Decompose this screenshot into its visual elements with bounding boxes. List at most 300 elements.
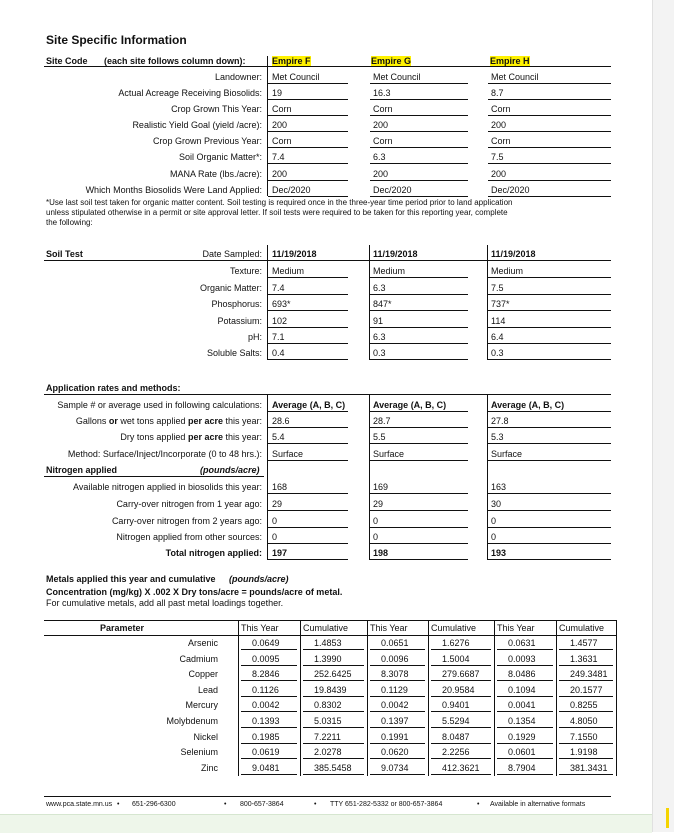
metal-value: 8.0486 [508,669,536,680]
metal-name: Copper [188,669,218,680]
metal-value: 0.0619 [252,747,280,758]
soil-row-label: Texture: [229,266,262,276]
application-value: Surface [373,449,405,459]
soil-row-label: Phosphorus: [211,299,262,309]
metal-value: 0.0651 [381,638,409,648]
metal-value: 2.2256 [442,747,470,758]
site-row-value: 8.7 [491,88,504,98]
row-underline [268,427,348,428]
row-underline [488,359,611,360]
metal-cell-underline [431,680,491,681]
row-underline [488,443,611,444]
metal-value: 1.9198 [570,747,598,758]
row-underline [370,427,468,428]
site-row-value: Dec/2020 [373,185,412,195]
nitrogen-value: 29 [373,499,384,509]
application-row-label [76,416,262,427]
metals-header-parameter: Parameter [100,623,145,633]
column-divider [369,395,370,560]
metal-cell-underline [303,649,364,650]
application-row-label [120,432,262,443]
row-underline [370,493,468,494]
row-underline [268,510,348,511]
row-underline [268,310,348,311]
row-underline [370,99,468,100]
footer-alt-formats: Available in alternative formats [490,801,586,808]
row-underline [268,493,348,494]
metal-cell-underline [370,665,425,666]
metal-value: 0.8255 [570,700,598,711]
column-divider [267,245,268,360]
site-row-value: Corn [491,136,511,146]
row-underline [488,115,611,116]
site-row-label: Realistic Yield Goal (yield /acre): [132,120,262,130]
row-underline [488,147,611,148]
footnote-line: the following: [46,218,93,227]
row-underline [370,83,468,84]
metal-value: 1.3631 [570,653,598,664]
application-row-label: Method: Surface/Inject/Incorporate (0 to 48 hrs.): [67,449,262,459]
site-row-label: Landowner: [214,72,262,82]
metal-cell-underline [241,696,297,697]
metal-value: 0.0649 [252,638,280,648]
row-underline [370,411,468,412]
application-heading: Application rates and methods: [46,383,181,393]
metal-cell-underline [303,727,364,728]
metal-value: 0.1129 [381,684,408,695]
metal-cell-underline [241,680,297,681]
metal-value: 0.8302 [314,700,342,711]
metal-cell-underline [559,711,613,712]
site-name-2: Empire G [371,56,412,66]
metal-value: 0.0042 [381,700,409,711]
application-value: Average (A, B, C) [272,400,346,410]
row-underline [370,543,468,544]
row-underline [488,543,611,544]
metal-value: 8.2846 [252,669,280,680]
footer-separator: • [224,801,227,808]
metal-cell-underline [370,649,425,650]
label-part: per acre [187,416,223,426]
site-code-note: (each site follows column down): [104,56,246,66]
metals-header-cell: This Year [497,623,535,633]
metal-value: 1.4853 [314,638,342,648]
label-part: wet tons applied [117,416,188,426]
metal-value: 0.0631 [508,638,536,648]
metals-header-cell: Cumulative [559,623,605,633]
metal-cell-underline [559,727,613,728]
soil-row-value: 11/19/2018 [373,249,418,259]
metal-value: 8.0487 [442,731,470,742]
row-underline [370,131,468,132]
metal-value: 385.5458 [314,762,352,773]
metal-name: Mercury [185,700,218,711]
footnote-line: unless stipulated otherwise in a permit or site approval letter. If soil tests were required to be taken for this reporting year, complete [46,208,508,217]
row-underline [268,260,348,261]
soil-row-value: 0.4 [272,348,285,358]
metal-cell-underline [559,774,613,775]
metal-name: Nickel [193,731,218,742]
soil-row-value: 7.5 [491,283,504,293]
application-value: 5.5 [373,432,386,442]
soil-row-value: 6.3 [373,283,386,293]
footer-tty: TTY 651-282-5332 or 800-657-3864 [330,801,443,808]
column-divider [487,245,488,360]
nitrogen-value: 193 [491,548,507,558]
vertical-scrollbar[interactable] [652,0,674,832]
row-underline [268,443,348,444]
metal-cell-underline [370,758,425,759]
metal-cell-underline [431,743,491,744]
nitrogen-value: 0 [272,516,278,526]
application-value: Average (A, B, C) [373,400,447,410]
metal-value: 381.3431 [570,762,608,773]
row-underline [370,527,468,528]
metal-cell-underline [370,727,425,728]
site-code-label: Site Code [46,56,88,66]
metals-formula: Concentration (mg/kg) X .002 X Dry tons/acre = pounds/acre of metal. [46,587,343,597]
metals-header-cell: This Year [370,623,408,633]
metal-cell-underline [241,727,297,728]
row-underline [268,277,348,278]
metal-cell-underline [559,758,613,759]
site-row-value: Met Council [491,72,539,82]
metal-value: 8.3078 [381,669,409,680]
footer-separator: • [314,801,317,808]
row-underline [488,83,611,84]
metal-cell-underline [241,774,297,775]
site-row-value: Met Council [373,72,421,82]
metal-cell-underline [241,743,297,744]
application-value: 27.8 [491,416,509,426]
metal-cell-underline [303,711,364,712]
column-divider [369,245,370,360]
metal-value: 0.0041 [508,700,536,711]
row-underline [488,411,611,412]
metal-cell-underline [497,758,553,759]
soil-row-value: 114 [491,316,506,326]
metals-column-divider [428,620,429,776]
metal-cell-underline [431,665,491,666]
metal-name: Lead [197,684,218,695]
metal-value: 0.1985 [252,731,280,742]
metal-value: 0.1991 [381,731,409,742]
row-underline [488,294,611,295]
row-underline [488,460,611,461]
row-underline [370,277,468,278]
metal-value: 0.0096 [381,653,409,664]
metal-cell-underline [497,711,553,712]
row-underline [488,131,611,132]
row-underline [370,294,468,295]
row-underline [268,115,348,116]
row-underline [268,527,348,528]
row-underline [370,460,468,461]
metal-cell-underline [431,711,491,712]
row-underline [268,83,348,84]
footer-rule [44,796,611,797]
metal-cell-underline [497,743,553,744]
row-underline [488,559,611,560]
footnote-line: *Use last soil test taken for organic matter content. Soil testing is required once in the three-year time period prior to land application [46,198,513,207]
soil-row-value: 6.4 [491,332,504,342]
metal-cell-underline [497,649,553,650]
metal-cell-underline [303,743,364,744]
scrollbar-thumb[interactable] [666,808,669,828]
soil-row-value: 6.3 [373,332,386,342]
soil-row-value: 7.1 [272,332,285,342]
metal-value: 7.2211 [314,731,341,742]
metal-cell-underline [497,680,553,681]
site-row-value: 200 [373,169,389,179]
column-divider [267,56,268,196]
application-value: 5.4 [272,432,285,442]
site-row-value: 200 [491,169,507,179]
label-part: or [108,416,118,426]
bottom-strip [0,814,652,833]
page-title: Site Specific Information [46,33,187,47]
row-underline [488,196,611,197]
row-underline [370,196,468,197]
metal-cell-underline [303,696,364,697]
row-underline [488,163,611,164]
soil-row-label: pH: [247,332,262,342]
metal-value: 9.0734 [381,762,409,773]
metal-cell-underline [241,711,297,712]
footer-phone: 651-296-6300 [132,801,176,808]
metal-cell-underline [559,680,613,681]
metal-cell-underline [303,774,364,775]
footer-phone: 800-657-3864 [240,801,284,808]
nitrogen-rule [44,476,264,477]
metals-column-divider [556,620,557,776]
metal-value: 0.1126 [252,684,279,695]
site-row-value: 16.3 [373,88,391,98]
soil-row-value: Medium [491,266,524,276]
metals-table-top [44,620,616,621]
metal-value: 0.0601 [508,747,536,758]
metals-header-rule [44,635,616,636]
metal-name: Zinc [200,762,218,773]
site-row-label: Soil Organic Matter*: [178,152,262,162]
metal-cell-underline [303,665,364,666]
footer-separator: • [117,801,120,808]
metal-value: 0.1393 [252,716,280,726]
metal-cell-underline [303,758,364,759]
metal-cell-underline [370,711,425,712]
row-underline [268,460,348,461]
application-value: 28.6 [272,416,290,426]
metal-value: 20.1577 [570,684,603,695]
metal-cell-underline [370,774,425,775]
row-underline [268,196,348,197]
row-underline [370,559,468,560]
row-underline [268,180,348,181]
site-row-value: Met Council [272,72,320,82]
row-underline [488,427,611,428]
metal-cell-underline [303,680,364,681]
metal-value: 0.1094 [508,684,536,695]
metal-value: 1.3990 [314,653,342,664]
metals-column-divider [616,620,617,776]
site-row-value: 200 [373,120,389,130]
metals-heading: Metals applied this year and cumulative [46,574,216,584]
soil-row-value: 102 [272,316,288,326]
metal-cell-underline [431,696,491,697]
metal-cell-underline [241,758,297,759]
metal-value: 412.3621 [442,762,480,773]
application-value: 5.3 [491,432,504,442]
header-rule [44,66,611,67]
metal-value: 9.0481 [252,762,280,773]
application-value: Surface [272,449,304,459]
row-underline [370,327,468,328]
metal-value: 8.7904 [508,762,536,773]
nitrogen-row-label: Carry-over nitrogen from 2 years ago: [111,516,262,526]
metal-value: 0.1397 [381,716,409,726]
metal-cell-underline [241,649,297,650]
metal-cell-underline [559,649,613,650]
label-part: this year: [222,416,262,426]
row-underline [488,343,611,344]
row-underline [268,411,348,412]
footer-separator: • [477,801,480,808]
nitrogen-value: 0 [272,532,278,542]
site-row-value: 6.3 [373,152,386,162]
metal-cell-underline [497,696,553,697]
metal-name: Arsenic [187,638,218,648]
metals-column-divider [494,620,495,776]
site-row-value: Corn [272,136,292,146]
metal-name: Molybdenum [166,716,218,726]
site-row-label: Crop Grown This Year: [171,104,262,114]
metal-value: 0.0042 [252,700,280,711]
metal-cell-underline [431,727,491,728]
metal-cell-underline [370,680,425,681]
metal-cell-underline [497,727,553,728]
column-divider [487,395,488,560]
metal-value: 0.1354 [508,716,536,726]
soil-row-value: 91 [373,316,384,326]
metal-cell-underline [370,743,425,744]
nitrogen-value: 168 [272,482,288,492]
metal-cell-underline [559,743,613,744]
nitrogen-value: 169 [373,482,389,492]
site-row-value: 7.5 [491,152,504,162]
application-value: Surface [491,449,523,459]
metals-header-cell: Cumulative [431,623,477,633]
nitrogen-value: 29 [272,499,283,509]
metal-value: 19.8439 [314,684,347,695]
metal-value: 1.5004 [442,653,470,664]
site-row-value: 200 [491,120,507,130]
soil-row-label: Date Sampled: [202,249,262,259]
application-row-label: Sample # or average used in following calculations: [57,400,262,410]
row-underline [268,131,348,132]
row-underline [488,180,611,181]
application-value: 28.7 [373,416,391,426]
row-underline [488,99,611,100]
metal-cell-underline [431,758,491,759]
metal-value: 20.9584 [442,684,475,695]
soil-row-value: Medium [272,266,305,276]
metal-cell-underline [241,665,297,666]
metal-cell-underline [431,649,491,650]
metal-value: 0.0620 [381,747,409,758]
row-underline [488,310,611,311]
nitrogen-value: 30 [491,499,502,509]
site-row-label: Crop Grown Previous Year: [152,136,262,146]
metal-cell-underline [497,774,553,775]
soil-row-label: Soluble Salts: [206,348,262,358]
nitrogen-units: (pounds/acre) [200,465,260,475]
nitrogen-row-label: Total nitrogen applied: [165,548,262,558]
metal-value: 5.5294 [442,716,470,726]
soil-row-value: 7.4 [272,283,285,293]
metal-value: 249.3481 [570,669,608,680]
metal-value: 4.8050 [570,716,598,726]
row-underline [370,443,468,444]
metal-value: 1.6276 [442,638,470,648]
nitrogen-value: 163 [491,482,507,492]
soil-row-value: 693* [272,299,291,309]
site-row-value: Corn [373,104,393,114]
site-row-value: Corn [272,104,292,114]
nitrogen-value: 0 [373,516,379,526]
application-value: Average (A, B, C) [491,400,565,410]
label-part: Dry tons applied [120,432,188,442]
soil-row-value: 11/19/2018 [491,249,536,259]
metal-cell-underline [559,665,613,666]
metal-cell-underline [431,774,491,775]
soil-row-value: 0.3 [491,348,504,358]
metal-cell-underline [497,665,553,666]
nitrogen-value: 0 [373,532,379,542]
label-part: Gallons [75,416,109,426]
metals-note: For cumulative metals, add all past metal loadings together. [46,598,284,608]
row-underline [370,115,468,116]
label-part: per acre [187,432,223,442]
row-underline [370,510,468,511]
metal-value: 279.6687 [442,669,480,680]
metal-name: Selenium [180,747,218,758]
metal-value: 2.0278 [314,747,342,758]
soil-row-value: Medium [373,266,406,276]
row-underline [488,277,611,278]
nitrogen-label: Nitrogen applied [46,465,118,475]
site-name-3: Empire H [490,56,530,66]
site-row-value: 200 [272,120,288,130]
metal-cell-underline [370,696,425,697]
row-underline [268,294,348,295]
soil-row-value: 847* [373,299,392,309]
row-underline [268,327,348,328]
site-row-value: 200 [272,169,288,179]
site-name-1: Empire F [272,56,311,66]
row-underline [268,99,348,100]
row-underline [268,163,348,164]
site-row-value: Corn [491,104,511,114]
metal-value: 1.4577 [570,638,598,648]
row-underline [268,147,348,148]
row-underline [370,343,468,344]
metal-value: 7.1550 [570,731,598,742]
label-part: this year: [222,432,262,442]
metal-value: 252.6425 [314,669,352,680]
row-underline [488,327,611,328]
metals-column-divider [238,620,239,776]
site-row-value: 7.4 [272,152,285,162]
